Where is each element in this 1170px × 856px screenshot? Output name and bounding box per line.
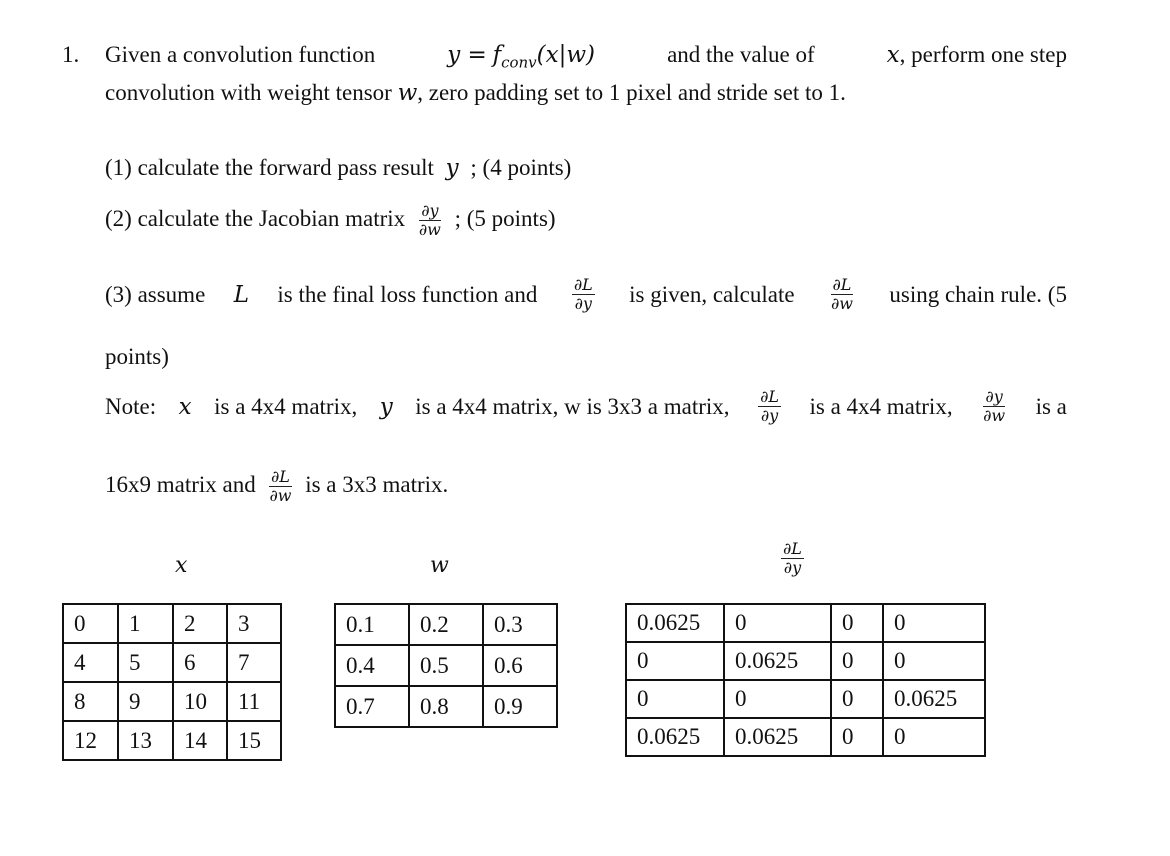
note-l2-text-a: 16x9 matrix and	[105, 471, 256, 497]
p2-text-c: ; (5 points)	[454, 205, 556, 231]
note-fraction-2	[981, 388, 1007, 425]
table-row	[626, 680, 985, 718]
table-cell: 12	[63, 721, 118, 760]
question-line-2	[105, 80, 846, 106]
table-cell: 8	[63, 682, 118, 721]
table-cell: 0	[626, 680, 724, 718]
q2-text-a: convolution with weight tensor	[105, 80, 392, 105]
table-row	[335, 645, 557, 686]
dLdy-table-label	[775, 540, 810, 577]
note-text-h: is a	[1035, 393, 1067, 419]
table-cell: 0	[831, 642, 883, 680]
table-cell: 0	[724, 680, 831, 718]
table-cell: 2	[173, 604, 227, 643]
p1-y: y	[445, 155, 459, 181]
note-text-a: Note:	[105, 393, 157, 419]
table-row	[63, 643, 281, 682]
q1-text-g: , perform one step	[899, 42, 1067, 67]
table-cell: 0.1	[335, 604, 409, 645]
q2-w: w	[397, 80, 418, 106]
note-line-1	[105, 388, 1067, 425]
p3-f2-num: ∂L	[832, 275, 852, 294]
part-2	[105, 202, 556, 239]
table-cell: 0.4	[335, 645, 409, 686]
p3-fraction-2	[829, 276, 855, 313]
p3-text-a: (3) assume	[105, 281, 206, 307]
note-f2-den: ∂w	[983, 406, 1006, 425]
note-text-c: is a 4x4 matrix,	[214, 393, 358, 419]
note-line-2	[105, 468, 448, 505]
table-cell: 7	[227, 643, 281, 682]
table-row	[626, 718, 985, 756]
table-cell: 3	[227, 604, 281, 643]
part-3	[105, 276, 1067, 313]
p3-f1-den: ∂y	[574, 294, 592, 313]
p2-frac-num: ∂y	[421, 201, 439, 220]
table-cell: 0.3	[483, 604, 557, 645]
table-cell: 0	[831, 718, 883, 756]
table-cell: 0.0625	[724, 642, 831, 680]
table-cell: 0	[883, 718, 985, 756]
table-cell: 5	[118, 643, 173, 682]
q1-text-e: and the value of	[667, 42, 815, 67]
note-y: y	[379, 393, 393, 420]
note-f3-den: ∂w	[269, 486, 292, 505]
table-cell: 0	[883, 604, 985, 642]
table-row	[626, 642, 985, 680]
table-cell: 0	[724, 604, 831, 642]
dLdy-label-fraction	[781, 540, 804, 577]
table-row	[63, 604, 281, 643]
table-cell: 0	[831, 680, 883, 718]
table-cell: 0.0625	[626, 718, 724, 756]
table-cell: 0	[63, 604, 118, 643]
note-f1-num: ∂L	[760, 387, 779, 406]
q2-text-c: , zero padding set to 1 pixel and stride set to 1.	[417, 80, 846, 105]
note-fraction-3	[268, 468, 294, 505]
table-cell: 9	[118, 682, 173, 721]
q1-x: x	[886, 42, 900, 68]
q1-f: f	[492, 42, 502, 68]
dLdy-label-num: ∂L	[783, 539, 802, 558]
p3-L: L	[233, 281, 249, 308]
x-table-label: x	[175, 553, 188, 578]
table-cell: 1	[118, 604, 173, 643]
note-l2-text-b: is a 3x3 matrix.	[305, 471, 449, 497]
table-cell: 0.0625	[626, 604, 724, 642]
q1-f-sub: conv	[501, 53, 537, 72]
table-row	[626, 604, 985, 642]
p3-f1-num: ∂L	[573, 275, 593, 294]
table-row	[335, 604, 557, 645]
p3-text-c: is the final loss function and	[277, 281, 538, 307]
table-cell: 14	[173, 721, 227, 760]
table-cell: 0.2	[409, 604, 483, 645]
w-matrix-table	[334, 603, 558, 728]
table-cell: 0.7	[335, 686, 409, 727]
table-cell: 0.6	[483, 645, 557, 686]
table-cell: 0	[831, 604, 883, 642]
table-cell: 11	[227, 682, 281, 721]
table-cell: 0	[626, 642, 724, 680]
table-row	[63, 682, 281, 721]
q1-y-eq: y =	[447, 42, 487, 68]
q1-formula	[447, 42, 595, 72]
note-f2-num: ∂y	[985, 387, 1003, 406]
q1-text-a: Given a convolution function	[105, 42, 376, 67]
table-cell: 0.8	[409, 686, 483, 727]
part-3-tail: points)	[105, 344, 169, 369]
table-cell: 13	[118, 721, 173, 760]
p2-fraction	[417, 202, 443, 239]
table-cell: 0.0625	[724, 718, 831, 756]
note-x: x	[178, 393, 192, 420]
note-fraction-1	[758, 388, 781, 425]
p3-text-d: is given, calculate	[629, 281, 795, 307]
p3-text-e: using chain rule. (5	[889, 281, 1067, 307]
q1-x-group	[887, 42, 1067, 68]
note-text-g: is a 4x4 matrix,	[809, 393, 953, 419]
p3-f2-den: ∂w	[830, 294, 853, 313]
table-cell: 0	[883, 642, 985, 680]
table-cell: 0.5	[409, 645, 483, 686]
q1-args: (x|w)	[536, 42, 596, 68]
question-line-1	[105, 42, 1067, 72]
table-cell: 6	[173, 643, 227, 682]
table-cell: 0.9	[483, 686, 557, 727]
table-cell: 15	[227, 721, 281, 760]
part-1	[105, 155, 571, 181]
table-row	[335, 686, 557, 727]
question-number: 1.	[62, 42, 80, 67]
dLdy-matrix-table	[625, 603, 986, 757]
table-row	[63, 721, 281, 760]
note-text-e: is a 4x4 matrix, w is 3x3 a matrix,	[415, 393, 730, 419]
p1-text-a: (1) calculate the forward pass result	[105, 155, 434, 180]
note-f3-num: ∂L	[271, 467, 290, 486]
p2-text-a: (2) calculate the Jacobian matrix	[105, 205, 406, 231]
table-cell: 4	[63, 643, 118, 682]
note-f1-den: ∂y	[760, 406, 779, 425]
p1-text-c: ; (4 points)	[470, 155, 572, 180]
table-cell: 0.0625	[883, 680, 985, 718]
w-table-label: w	[430, 553, 449, 578]
p2-frac-den: ∂w	[418, 220, 441, 239]
p3-fraction-1	[572, 276, 595, 313]
dLdy-label-den: ∂y	[783, 558, 802, 577]
table-cell: 10	[173, 682, 227, 721]
x-matrix-table	[62, 603, 282, 761]
